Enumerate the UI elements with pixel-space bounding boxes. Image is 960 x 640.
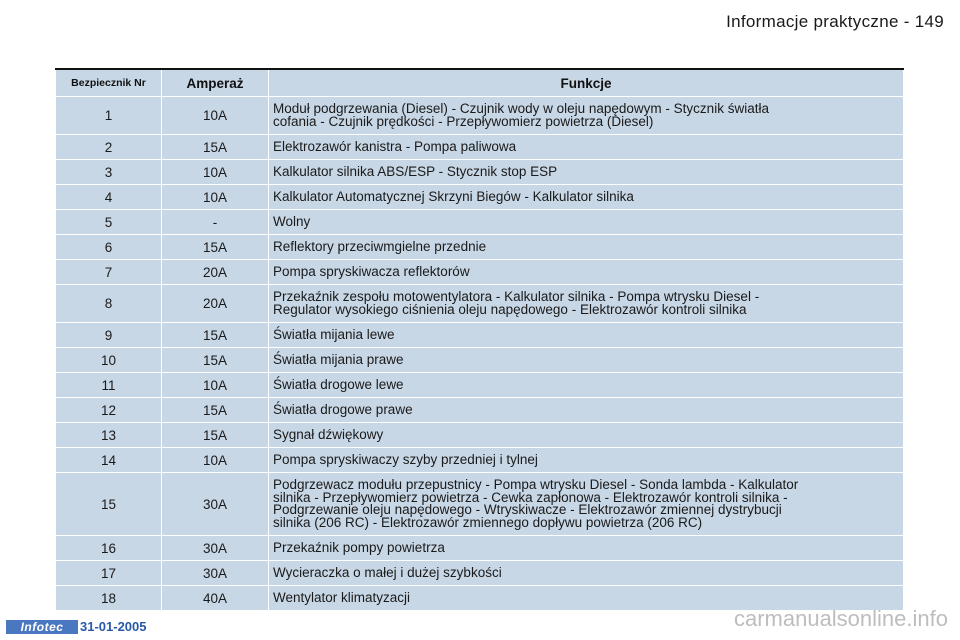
fuse-functions bbox=[269, 235, 904, 260]
fuse-number: 1 bbox=[56, 97, 162, 135]
fuse-number: 18 bbox=[56, 586, 162, 611]
fuse-number: 6 bbox=[56, 235, 162, 260]
fuse-amperage: 10A bbox=[162, 373, 269, 398]
fuse-amperage: 10A bbox=[162, 97, 269, 135]
column-header-nr: Bezpiecznik Nr bbox=[56, 69, 162, 97]
fuse-amperage: 40A bbox=[162, 586, 269, 611]
fuse-number: 15 bbox=[56, 473, 162, 536]
fuse-functions bbox=[269, 398, 904, 423]
function-line: Sygnał dźwiękowy bbox=[273, 426, 384, 442]
fuse-number: 9 bbox=[56, 323, 162, 348]
fuse-number: 13 bbox=[56, 423, 162, 448]
fuse-amperage: 10A bbox=[162, 160, 269, 185]
fuse-functions bbox=[269, 373, 904, 398]
function-line: Elektrozawór kanistra - Pompa paliwowa bbox=[273, 138, 517, 154]
fuse-functions bbox=[269, 260, 904, 285]
fuse-amperage: 15A bbox=[162, 398, 269, 423]
function-line: silnika - Przepływomierz powietrza - Cewka zapłonowa - Elektrozawór kontroli silnika - bbox=[273, 489, 788, 505]
function-line: Podgrzewacz modułu przepustnicy - Pompa wtrysku Diesel - Sonda lambda - Kalkulator bbox=[273, 477, 799, 492]
fuse-number: 10 bbox=[56, 348, 162, 373]
table-row bbox=[56, 135, 904, 160]
fuse-amperage: 30A bbox=[162, 473, 269, 536]
fuse-number: 2 bbox=[56, 135, 162, 160]
table-row bbox=[56, 561, 904, 586]
table-row bbox=[56, 398, 904, 423]
fuse-amperage: 30A bbox=[162, 536, 269, 561]
function-line: Wycieraczka o małej i dużej szybkości bbox=[273, 564, 502, 580]
fuse-table bbox=[55, 68, 904, 611]
fuse-number: 3 bbox=[56, 160, 162, 185]
table-row bbox=[56, 423, 904, 448]
fuse-amperage: 15A bbox=[162, 348, 269, 373]
fuse-functions bbox=[269, 160, 904, 185]
fuse-amperage: 15A bbox=[162, 135, 269, 160]
table-row bbox=[56, 97, 904, 135]
footer-date: 31-01-2005 bbox=[80, 619, 147, 634]
column-header-functions: Funkcje bbox=[269, 69, 904, 97]
fuse-functions bbox=[269, 448, 904, 473]
fuse-amperage: 10A bbox=[162, 185, 269, 210]
fuse-number: 17 bbox=[56, 561, 162, 586]
fuse-amperage: 15A bbox=[162, 323, 269, 348]
table-row bbox=[56, 260, 904, 285]
table-row bbox=[56, 473, 904, 536]
function-line: Przekaźnik pompy powietrza bbox=[273, 539, 445, 555]
function-line: silnika (206 RC) - Elektrozawór zmiennego dopływu powietrza (206 RC) bbox=[273, 514, 703, 530]
function-line: Światła drogowe prawe bbox=[273, 401, 413, 417]
fuse-functions bbox=[269, 536, 904, 561]
fuse-number: 7 bbox=[56, 260, 162, 285]
fuse-amperage: 15A bbox=[162, 235, 269, 260]
fuse-amperage: - bbox=[162, 210, 269, 235]
function-line: Regulator wysokiego ciśnienia oleju napędowego - Elektrozawór kontroli silnika bbox=[273, 301, 747, 317]
fuse-amperage: 20A bbox=[162, 285, 269, 323]
fuse-amperage: 15A bbox=[162, 423, 269, 448]
fuse-functions bbox=[269, 423, 904, 448]
fuse-number: 14 bbox=[56, 448, 162, 473]
table-row bbox=[56, 285, 904, 323]
function-line: Wolny bbox=[273, 213, 311, 229]
fuse-functions bbox=[269, 473, 904, 536]
function-line: Pompa spryskiwacza reflektorów bbox=[273, 263, 470, 279]
function-line: Kalkulator silnika ABS/ESP - Stycznik stop ESP bbox=[273, 163, 558, 179]
fuse-functions bbox=[269, 185, 904, 210]
function-line: Kalkulator Automatycznej Skrzyni Biegów - Kalkulator silnika bbox=[273, 188, 634, 204]
table-row bbox=[56, 210, 904, 235]
fuse-functions bbox=[269, 97, 904, 135]
fuse-number: 16 bbox=[56, 536, 162, 561]
function-line: Moduł podgrzewania (Diesel) - Czujnik wody w oleju napędowym - Stycznik światła bbox=[273, 101, 769, 116]
table-row bbox=[56, 160, 904, 185]
function-line: Światła drogowe lewe bbox=[273, 376, 404, 392]
function-line: cofania - Czujnik prędkości - Przepływomierz powietrza (Diesel) bbox=[273, 113, 654, 129]
fuse-number: 5 bbox=[56, 210, 162, 235]
fuse-table-body bbox=[56, 97, 904, 611]
fuse-functions bbox=[269, 135, 904, 160]
table-row bbox=[56, 348, 904, 373]
table-row bbox=[56, 185, 904, 210]
function-line: Światła mijania lewe bbox=[273, 326, 395, 342]
function-line: Podgrzewanie oleju napędowego - Wtryskiwacze - Elektrozawór zmiennej dystrybucji bbox=[273, 502, 782, 517]
function-line: Światła mijania prawe bbox=[273, 351, 404, 367]
fuse-number: 11 bbox=[56, 373, 162, 398]
table-row bbox=[56, 536, 904, 561]
table-row bbox=[56, 323, 904, 348]
function-line: Wentylator klimatyzacji bbox=[273, 589, 411, 605]
function-line: Przekaźnik zespołu motowentylatora - Kalkulator silnika - Pompa wtrysku Diesel - bbox=[273, 289, 760, 304]
table-row bbox=[56, 373, 904, 398]
table-header-row bbox=[56, 69, 904, 97]
fuse-number: 12 bbox=[56, 398, 162, 423]
table-row bbox=[56, 235, 904, 260]
table-row bbox=[56, 448, 904, 473]
fuse-functions bbox=[269, 285, 904, 323]
fuse-functions bbox=[269, 348, 904, 373]
fuse-amperage: 10A bbox=[162, 448, 269, 473]
watermark: carmanualsonline.info bbox=[733, 606, 948, 631]
fuse-functions bbox=[269, 561, 904, 586]
infotec-logo: Infotec bbox=[6, 620, 78, 634]
fuse-amperage: 20A bbox=[162, 260, 269, 285]
column-header-amperage: Amperaż bbox=[162, 69, 269, 97]
fuse-number: 4 bbox=[56, 185, 162, 210]
fuse-functions bbox=[269, 323, 904, 348]
page-title: Informacje praktyczne - 149 bbox=[726, 12, 944, 31]
fuse-amperage: 30A bbox=[162, 561, 269, 586]
function-line: Pompa spryskiwaczy szyby przedniej i tylnej bbox=[273, 451, 538, 467]
fuse-functions bbox=[269, 210, 904, 235]
fuse-number: 8 bbox=[56, 285, 162, 323]
function-line: Reflektory przeciwmgielne przednie bbox=[273, 238, 487, 254]
